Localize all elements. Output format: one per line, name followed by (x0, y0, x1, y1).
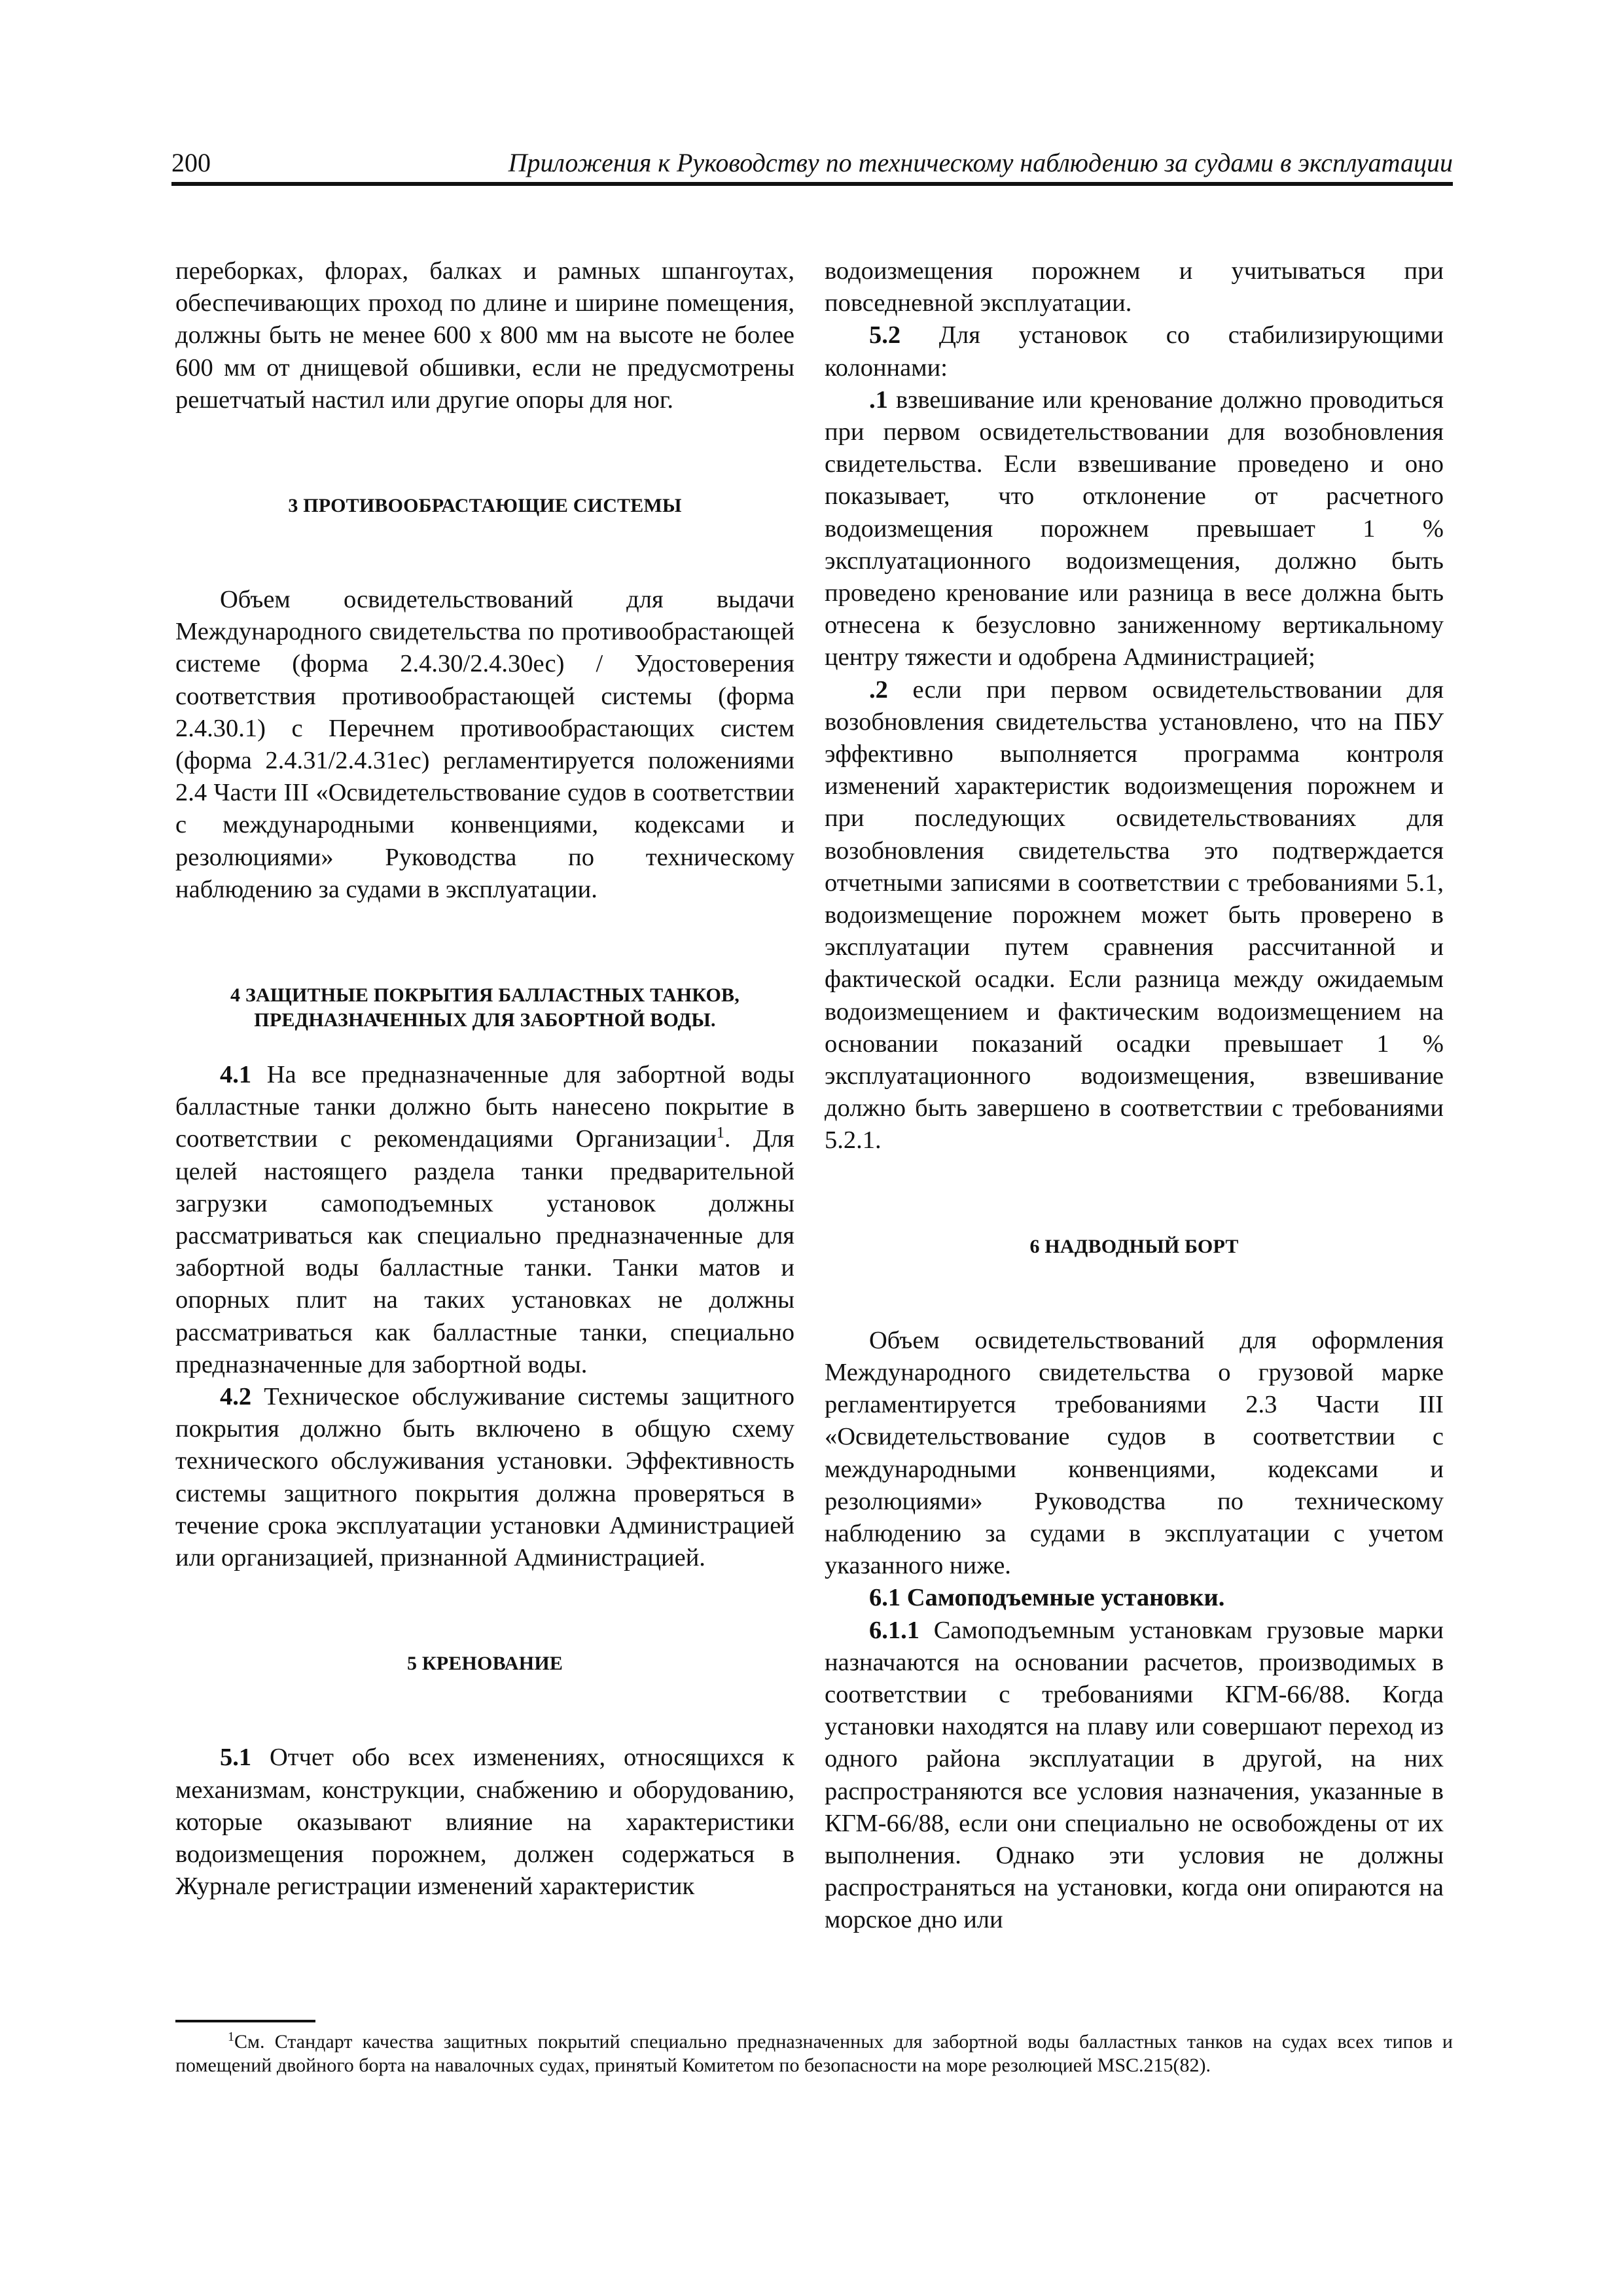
section-3-heading: 3 ПРОТИВООБРАСТАЮЩИЕ СИСТЕМЫ (288, 495, 682, 517)
running-title: Приложения к Руководству по техническому наблюдению за судами в эксплуатации (508, 148, 1453, 177)
list-item-1 (825, 384, 1444, 674)
list-item-2-number: .2 (869, 675, 888, 704)
footnote-reference: 1 (716, 1124, 724, 1142)
paragraph-4-2 (175, 1381, 794, 1574)
section-5-heading: 5 КРЕНОВАНИЕ (406, 1653, 563, 1675)
footnote (175, 2030, 1453, 2077)
paragraph-5-1 (175, 1742, 794, 1903)
right-column (825, 255, 1444, 1937)
paragraph-6-1-1 (825, 1615, 1444, 1937)
paragraph-4-2-number: 4.2 (220, 1383, 252, 1411)
section-4-heading (175, 983, 794, 1033)
paragraph-4-1-number: 4.1 (220, 1061, 252, 1089)
page-number: 200 (171, 148, 211, 177)
list-item-1-text: взвешивание или кренование должно проводиться при первом освидетельствовании для возобновления свидетельства. Если взвешивание проведено и оно показывает, что отклонение от расчетного водоизмещения порожнем превышает 1 % эксплуатационного водоизмещения, должно быть проведено кренование или разница в весе должна быть отнесена к безусловно заниженному вертикальному центру тяжести и одобрена Администрацией; (825, 386, 1444, 672)
paragraph-5-2 (825, 319, 1444, 384)
section-3-paragraph: Объем освидетельствований для выдачи Международного свидетельства по противообрастающей системе (форма 2.4.30/2.4.30ес) / Удостоверения соответствия противообрастающей системы (форма 2.4.30.1) с Перечнем противообрастающих систем (форма 2.4.31/2.4.31ес) регламентируется положениями 2.4 Части III «Освидетельствование судов в соответствии с международными конвенциями, кодексами и резолюциями» Руководства по техническому наблюдению за судами в эксплуатации. (175, 586, 794, 903)
paragraph-5-1-continued: водоизмещения порожнем и учитываться при повседневной эксплуатации. (825, 257, 1444, 317)
paragraph-4-1-text-a: На все предназначенные для забортной воды балластные танки должно быть нанесено покрытие в соответствии с рекомендациями Организации (175, 1061, 794, 1153)
section-4-heading-line2: ПРЕДНАЗНАЧЕННЫХ ДЛЯ ЗАБОРТНОЙ ВОДЫ. (254, 1009, 716, 1031)
footnote-text: См. Стандарт качества защитных покрытий специально предназначенных для забортной воды балластных танков на судах всех типов и помещений двойного борта на навалочных судах, принятый Комитетом по безопасности на море резолюцией MSC.215(82). (175, 2031, 1453, 2076)
running-header (171, 141, 1453, 186)
list-item-1-number: .1 (869, 386, 888, 414)
paragraph-6-1-1-number: 6.1.1 (869, 1616, 919, 1644)
paragraph-6-1: 6.1 Самоподъемные установки. (869, 1584, 1225, 1612)
paragraph-5-1-text: Отчет обо всех изменениях, относящихся к механизмам, конструкции, снабжению и оборудованию, которые оказывают влияние на характеристики водоизмещения порожнем, должен содержаться в Журнале регистрации изменений характеристик (175, 1744, 794, 1901)
paragraph-4-2-text: Техническое обслуживание системы защитного покрытия должно быть включено в общую схему технического обслуживания установки. Эффективность системы защитного покрытия должна проверяться в течение срока эксплуатации установки Администрацией или организацией, признанной Администрацией. (175, 1383, 794, 1572)
left-column (175, 255, 794, 1903)
section-6-paragraph: Объем освидетельствований для оформления Международного свидетельства о грузовой марке регламентируется требованиями 2.3 Части III «Освидетельствование судов в соответствии с международными конвенциями, кодексами и резолюциями» Руководства по техническому наблюдению за судами в эксплуатации с учетом указанного ниже. (825, 1326, 1444, 1580)
paragraph-4-1-text-b: . Для целей настоящего раздела танки предварительной загрузки самоподъемных установок должны рассматриваться как специально предназначенные для забортной воды балластные танки. Танки матов и опорных плит на таких установках не должны рассматриваться как балластные танки, специально предназначенные для забортной воды. (175, 1125, 795, 1378)
section-6-heading: 6 НАДВОДНЫЙ БОРТ (1029, 1235, 1239, 1257)
list-item-2-text: если при первом освидетельствовании для возобновления свидетельства установлено, что на ПБУ эффективно выполняется программа контроля изменений характеристик водоизмещения порожнем и при последующих освидетельствованиях для возобновления свидетельства это подтверждается отчетными записями в соответствии с требованиями 5.1, водоизмещение порожнем может быть проверено в эксплуатации путем сравнения рассчитанной и фактической осадки. Если разница между ожидаемым водоизмещением и фактическим водоизмещением на основании показаний осадки превышает 1 % эксплуатационного водоизмещения, взвешивание должно быть завершено в соответствии с требованиями 5.2.1. (825, 675, 1444, 1155)
paragraph-6-1-1-text: Самоподъемным установкам грузовые марки назначаются на основании расчетов, производимых в соответствии с требованиями КГМ-66/88. Когда установки находятся на плаву или совершают переход из одного района эксплуатации в другой, на них распространяются все условия назначения, указанные в КГМ-66/88, если они специально не освобождены от их выполнения. Однако эти условия не должны распространяться на установки, когда они опираются на морское дно или (825, 1616, 1444, 1934)
paragraph-5-2-number: 5.2 (869, 321, 901, 350)
paragraph-5-1-number: 5.1 (220, 1744, 252, 1772)
section-4-heading-line1: 4 ЗАЩИТНЫЕ ПОКРЫТИЯ БАЛЛАСТНЫХ ТАНКОВ, (230, 984, 740, 1007)
intro-paragraph: переборках, флорах, балках и рамных шпангоутах, обеспечивающих проход по длине и ширине помещения, должны быть не менее 600 х 800 мм на высоте не более 600 мм от днищевой обшивки, если не предусмотрены решетчатый настил или другие опоры для ног. (175, 257, 794, 414)
paragraph-4-1 (175, 1059, 794, 1381)
paragraph-5-2-text: Для установок со стабилизирующими колоннами: (825, 321, 1444, 382)
footnote-mark: 1 (228, 2030, 234, 2044)
footnote-separator (175, 2020, 315, 2022)
list-item-2 (825, 674, 1444, 1157)
